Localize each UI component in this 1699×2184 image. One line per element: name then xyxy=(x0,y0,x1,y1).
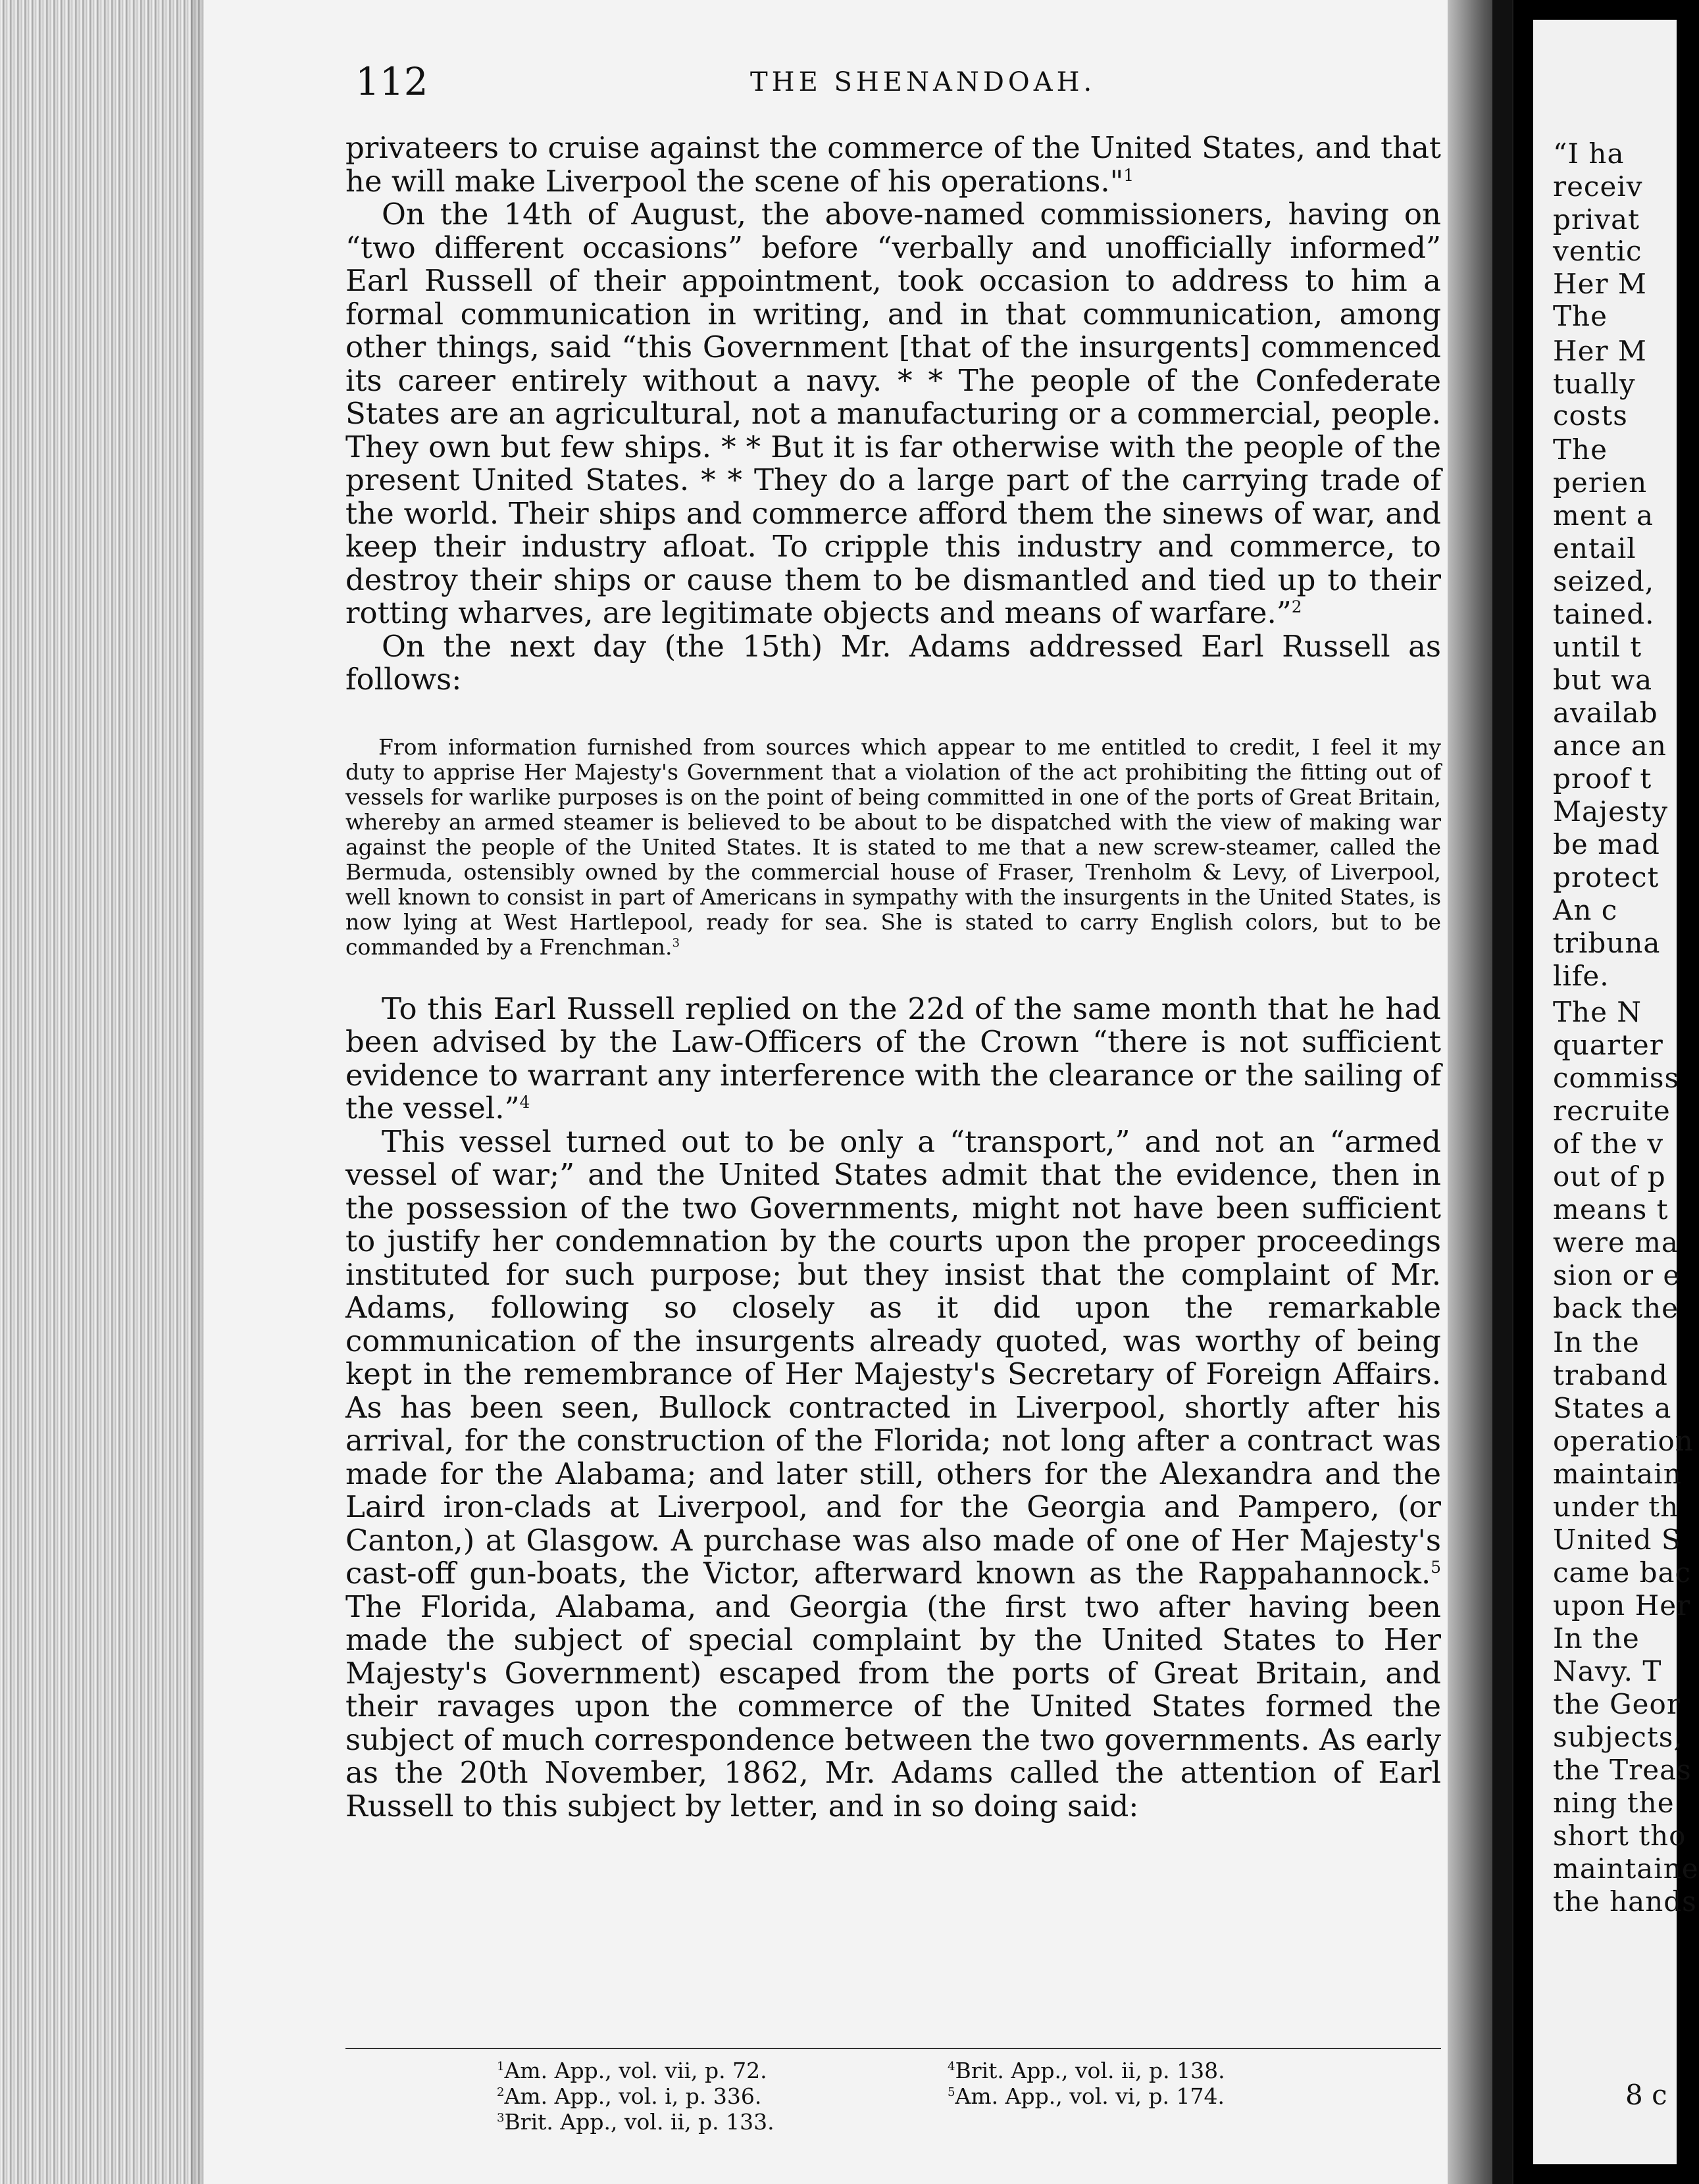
paragraph: On the 14th of August, the above-named commissioners, having on “two different occasions” before “verbally and unofficially informed” Earl Russell of their appointment, took occasion to address to him a formal communication in writing, and in that communication, among other things, said “this Government [that of the insurgents] commenced its career entirely without a navy. * * The people of the Confederate States are an agricultural, not a manufacturing or a commercial, people. They own but few ships. * * But it is far otherwise with the people of the present United States. * * They do a large part of the carrying trade of the world. Their ships and commerce afford them the sinews of war, and keep their industry afloat. To cripple this industry and commerce, to destroy their ships or cause them to be dismantled and tied up to their rotting wharves, are legitimate objects and means of warfare.”$^2$ xyxy=(345,197,1441,630)
facing-page-line: perien xyxy=(1553,466,1648,499)
facing-page-line: availab xyxy=(1553,697,1658,729)
facing-page-line: entail xyxy=(1553,532,1636,564)
facing-page-line: out of p xyxy=(1553,1160,1666,1193)
footnote-ref: 5 xyxy=(1431,1558,1441,1577)
facing-page-line: commiss xyxy=(1553,1062,1680,1094)
facing-page-line: The xyxy=(1553,434,1608,466)
facing-page-line: “I ha xyxy=(1553,137,1625,170)
facing-page-line: Navy. T xyxy=(1553,1655,1662,1687)
page-number: 112 xyxy=(355,59,428,104)
facing-page-line: tually xyxy=(1553,368,1636,400)
facing-page-line: privat xyxy=(1553,203,1640,236)
footnote-ref: 1 xyxy=(1123,165,1134,185)
facing-page-line: the Geor xyxy=(1553,1688,1681,1720)
facing-page-line: came bac xyxy=(1553,1556,1692,1589)
paragraph: To this Earl Russell replied on the 22d of the same month that he had been advised by the Law-Officers of the Crown “there is not sufficient evidence to warrant any interference with the clearance or the sailing of the vessel.”$^4$ xyxy=(345,991,1441,1126)
facing-page-line: quarter xyxy=(1553,1029,1663,1061)
facing-page-signature: 8 c xyxy=(1625,2079,1667,2111)
facing-page-line: short tho xyxy=(1553,1820,1686,1852)
footnote: $^5$Am. App., vol. vi, p. 174. xyxy=(948,2083,1225,2109)
footnote: $^1$Am. App., vol. vii, p. 72. xyxy=(497,2058,767,2083)
facing-page-line: but wa xyxy=(1553,664,1653,696)
paragraph: privateers to cruise against the commerce of the United States, and that he will make Liverpool the scene of his operations."$^1$ xyxy=(345,130,1441,199)
footnote-ref: 2 xyxy=(1291,597,1302,616)
paragraph: This vessel turned out to be only a “transport,” and not an “armed vessel of war;” and the United States admit that the evidence, then in the possession of the two Governments, might not have been sufficient to justify her condemnation by the courts upon the proper proceedings instituted for such purpose; but they insist that the complaint of Mr. Adams, following so closely as it did upon the remarkable communication of the insurgents already quoted, was worthy of being kept in the remembrance of Her Majesty's Secretary of Foreign Affairs. As has been seen, Bullock contracted in Liverpool, shortly after his arrival, for the construction of the Florida; not long after a contract was made for the Alabama; and later still, others for the Alexandra and the Laird iron-clads at Liverpool, and for the Georgia and Pampero, (or Canton,) at Glasgow. A purchase was also made of one of Her Majesty's cast-off gun-boats, the Victor, afterward known as the Rappahannock.$^5$ The Florida, Alabama, and Georgia (the first two after having been made the subject of special complaint by the United States to Her Majesty's Government) escaped from the ports of Great Britain, and their ravages upon the commerce of the United States formed the subject of much correspondence between the two governments. As early as the 20th November, 1862, Mr. Adams called the attention of Earl Russell to this subject by letter, and in so doing said: xyxy=(345,1124,1441,1824)
footnote: $^4$Brit. App., vol. ii, p. 138. xyxy=(948,2058,1225,2083)
facing-page-line: the Treas xyxy=(1553,1754,1692,1786)
facing-page-line: protect xyxy=(1553,861,1660,893)
page-divider xyxy=(1492,0,1512,2184)
facing-page-line: States a xyxy=(1553,1392,1672,1424)
facing-page-line: United S xyxy=(1553,1524,1681,1556)
facing-page-line: ventic xyxy=(1553,235,1642,267)
facing-page-line: Majesty xyxy=(1553,795,1669,828)
facing-page-line: maintain xyxy=(1553,1458,1682,1490)
facing-page-line: In the xyxy=(1553,1326,1640,1358)
facing-page-line: back the xyxy=(1553,1292,1679,1324)
facing-page-line: the hands xyxy=(1553,1885,1697,1918)
facing-page-line: An c xyxy=(1553,894,1618,926)
running-head: THE SHENANDOAH. xyxy=(750,67,1096,97)
facing-page-line: were ma xyxy=(1553,1226,1679,1258)
facing-page-line: ment a xyxy=(1553,499,1654,532)
page-stack-edge xyxy=(0,0,211,2184)
facing-page-line: life. xyxy=(1553,960,1610,992)
facing-page-line: until t xyxy=(1553,631,1642,663)
facing-page-line: ning the xyxy=(1553,1787,1675,1819)
page-body xyxy=(345,132,1441,1823)
footnote: $^3$Brit. App., vol. ii, p. 133. xyxy=(497,2109,774,2135)
facing-page-line: tained. xyxy=(1553,598,1655,630)
facing-page-line: operation xyxy=(1553,1425,1694,1457)
facing-page-line: sion or e xyxy=(1553,1259,1681,1291)
facing-page-line: means t xyxy=(1553,1193,1669,1226)
facing-page xyxy=(1533,20,1699,2164)
facing-page-line: of the v xyxy=(1553,1128,1664,1160)
facing-page-line: recruite xyxy=(1553,1095,1671,1127)
facing-page-line: upon Her xyxy=(1553,1589,1691,1622)
facing-page-line: be mad xyxy=(1553,828,1660,860)
facing-page-line: seized, xyxy=(1553,565,1655,597)
facing-page-line: receiv xyxy=(1553,170,1643,203)
paragraph: On the next day (the 15th) Mr. Adams addressed Earl Russell as follows: xyxy=(345,628,1441,697)
facing-page-line: under th xyxy=(1553,1491,1679,1523)
facing-page-line: The N xyxy=(1553,996,1642,1028)
page-header xyxy=(355,59,1448,105)
footnote-ref: 4 xyxy=(519,1093,530,1112)
facing-page-line: Her M xyxy=(1553,335,1647,367)
footnote-ref: 3 xyxy=(672,935,680,950)
block-quote: From information furnished from sources which appear to me entitled to credit, I feel it my duty to apprise Her Majesty's Government that a violation of the act prohibiting the fitting out of vessels for warlike purposes is on the point of being committed in one of the ports of Great Britain, whereby an armed steamer is believed to be about to be dispatched with the view of making war against the people of the United States. It is stated to me that a new screw-steamer, called the Bermuda, ostensibly owned by the commercial house of Fraser, Trenholm & Levy, of Liverpool, well known to consist in part of Americans in sympathy with the insurgents in the United States, is now lying at West Hartlepool, ready for sea. She is stated to carry English colors, but to be commanded by a Frenchman.$^3$ xyxy=(345,733,1441,960)
facing-page-line: subjects, xyxy=(1553,1721,1683,1753)
facing-page-line: Her M xyxy=(1553,268,1647,300)
facing-page-line: maintaine xyxy=(1553,1852,1699,1885)
facing-page-line: tribuna xyxy=(1553,927,1661,959)
footnote: $^2$Am. App., vol. i, p. 336. xyxy=(497,2083,762,2109)
facing-page-line: costs xyxy=(1553,399,1628,432)
facing-page-line: traband xyxy=(1553,1359,1668,1391)
footnote-rule xyxy=(345,2048,1441,2049)
facing-page-line: ance an xyxy=(1553,730,1667,762)
facing-page-line: The xyxy=(1553,300,1608,332)
facing-page-line: proof t xyxy=(1553,762,1652,795)
facing-page-line: In the xyxy=(1553,1622,1640,1654)
